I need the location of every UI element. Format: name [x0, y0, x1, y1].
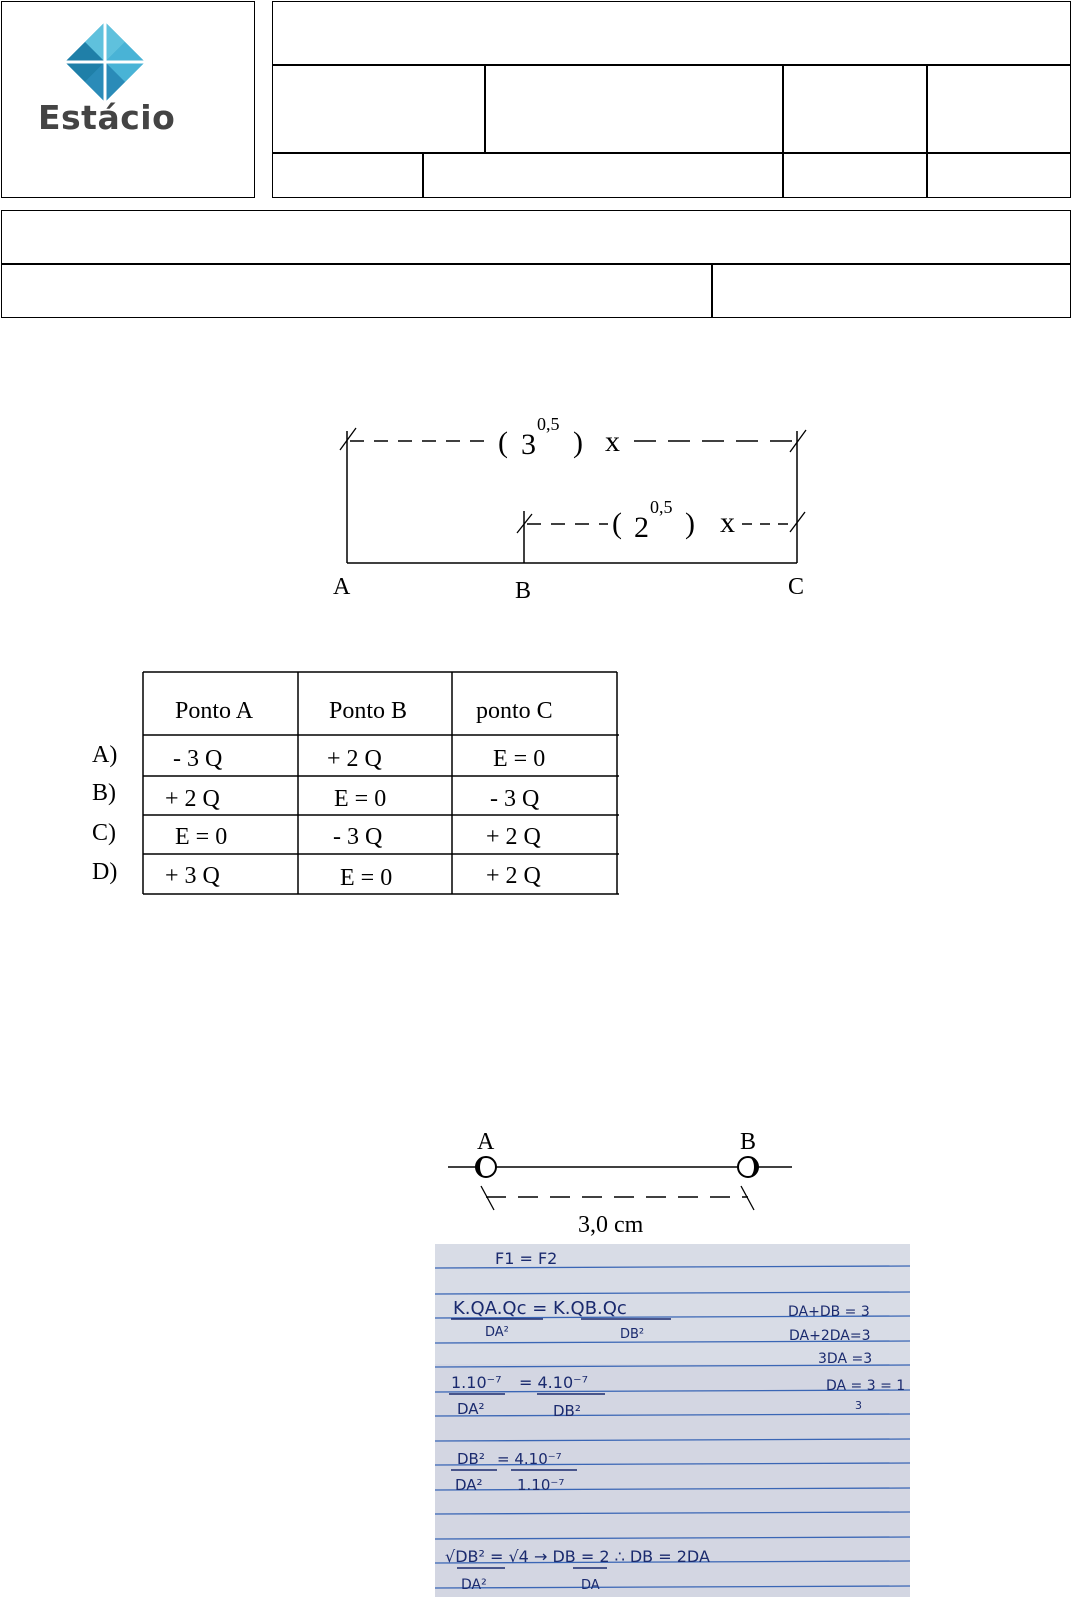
table-header-c: ponto C — [476, 698, 553, 724]
hw-line4-num: DB² — [457, 1450, 485, 1468]
options-table — [0, 660, 1071, 960]
figure-abc-diagram — [0, 0, 1071, 620]
hw-line2: K.QA.Qc = K.QB.Qc — [453, 1298, 627, 1319]
svg-text:(: ( — [612, 507, 622, 540]
row-label-b: B) — [92, 780, 116, 806]
hw-line3-mid: = 4.10⁻⁷ — [519, 1373, 588, 1392]
table-cell: E = 0 — [493, 746, 546, 772]
charge-b-label: B — [740, 1129, 757, 1155]
dim-top-var: x — [605, 425, 620, 458]
table-cell: + 2 Q — [486, 863, 541, 889]
table-cell: - 3 Q — [490, 786, 540, 812]
point-b-label: B — [515, 578, 532, 604]
table-cell: E = 0 — [175, 824, 228, 850]
dim-top-base: 3 — [521, 428, 536, 461]
hw-line3-den-left: DA² — [457, 1400, 485, 1418]
logo-text: Estácio — [38, 98, 176, 137]
hw-line4-den: DA² — [455, 1476, 483, 1494]
hw-line2-den-left: DA² — [485, 1325, 509, 1340]
table-cell: E = 0 — [340, 865, 393, 891]
dim-top-exp: 0,5 — [537, 414, 560, 434]
hw-line4-right-num: = 4.10⁻⁷ — [497, 1450, 562, 1468]
hw-line2-den-right: DB² — [620, 1327, 645, 1342]
hw-side4-den: 3 — [855, 1399, 862, 1412]
hw-side2: DA+2DA=3 — [789, 1328, 871, 1344]
dim-bottom-var: x — [720, 506, 735, 539]
table-header-a: Ponto A — [175, 698, 254, 724]
hw-line3-den-right: DB² — [553, 1402, 581, 1420]
point-a-label: A — [333, 574, 351, 600]
table-cell: + 2 Q — [327, 746, 382, 772]
svg-text:): ) — [573, 426, 583, 459]
hw-line5-den2: DA — [581, 1578, 600, 1593]
svg-text:): ) — [685, 507, 695, 540]
hw-line3-left: 1.10⁻⁷ — [451, 1373, 502, 1392]
table-cell: + 2 Q — [165, 786, 220, 812]
charge-a-label: A — [477, 1129, 495, 1155]
table-cell: + 2 Q — [486, 824, 541, 850]
table-cell: - 3 Q — [173, 746, 223, 772]
handwritten-solution-photo — [435, 1244, 910, 1597]
point-c-label: C — [788, 574, 805, 600]
distance-label: 3,0 cm — [578, 1212, 644, 1238]
dim-bottom-base: 2 — [634, 511, 649, 544]
hw-line5: √DB² = √4 → DB = 2 ∴ DB = 2DA — [445, 1547, 710, 1566]
hw-side3: 3DA =3 — [818, 1351, 873, 1367]
row-label-c: C) — [92, 820, 116, 846]
svg-text:(: ( — [498, 426, 508, 459]
table-cell: - 3 Q — [333, 824, 383, 850]
row-label-d: D) — [92, 859, 118, 885]
hw-side4: DA = 3 = 1 — [826, 1378, 906, 1394]
hw-side1: DA+DB = 3 — [788, 1304, 870, 1320]
table-cell: E = 0 — [334, 786, 387, 812]
hw-line1: F1 = F2 — [495, 1249, 558, 1268]
row-label-a: A) — [92, 742, 118, 768]
hw-line5-den: DA² — [461, 1577, 487, 1593]
table-header-b: Ponto B — [329, 698, 408, 724]
hw-line4-right-den: 1.10⁻⁷ — [517, 1476, 565, 1494]
table-cell: + 3 Q — [165, 863, 220, 889]
dim-bottom-exp: 0,5 — [650, 497, 673, 517]
figure-charges-diagram — [0, 1120, 1071, 1240]
